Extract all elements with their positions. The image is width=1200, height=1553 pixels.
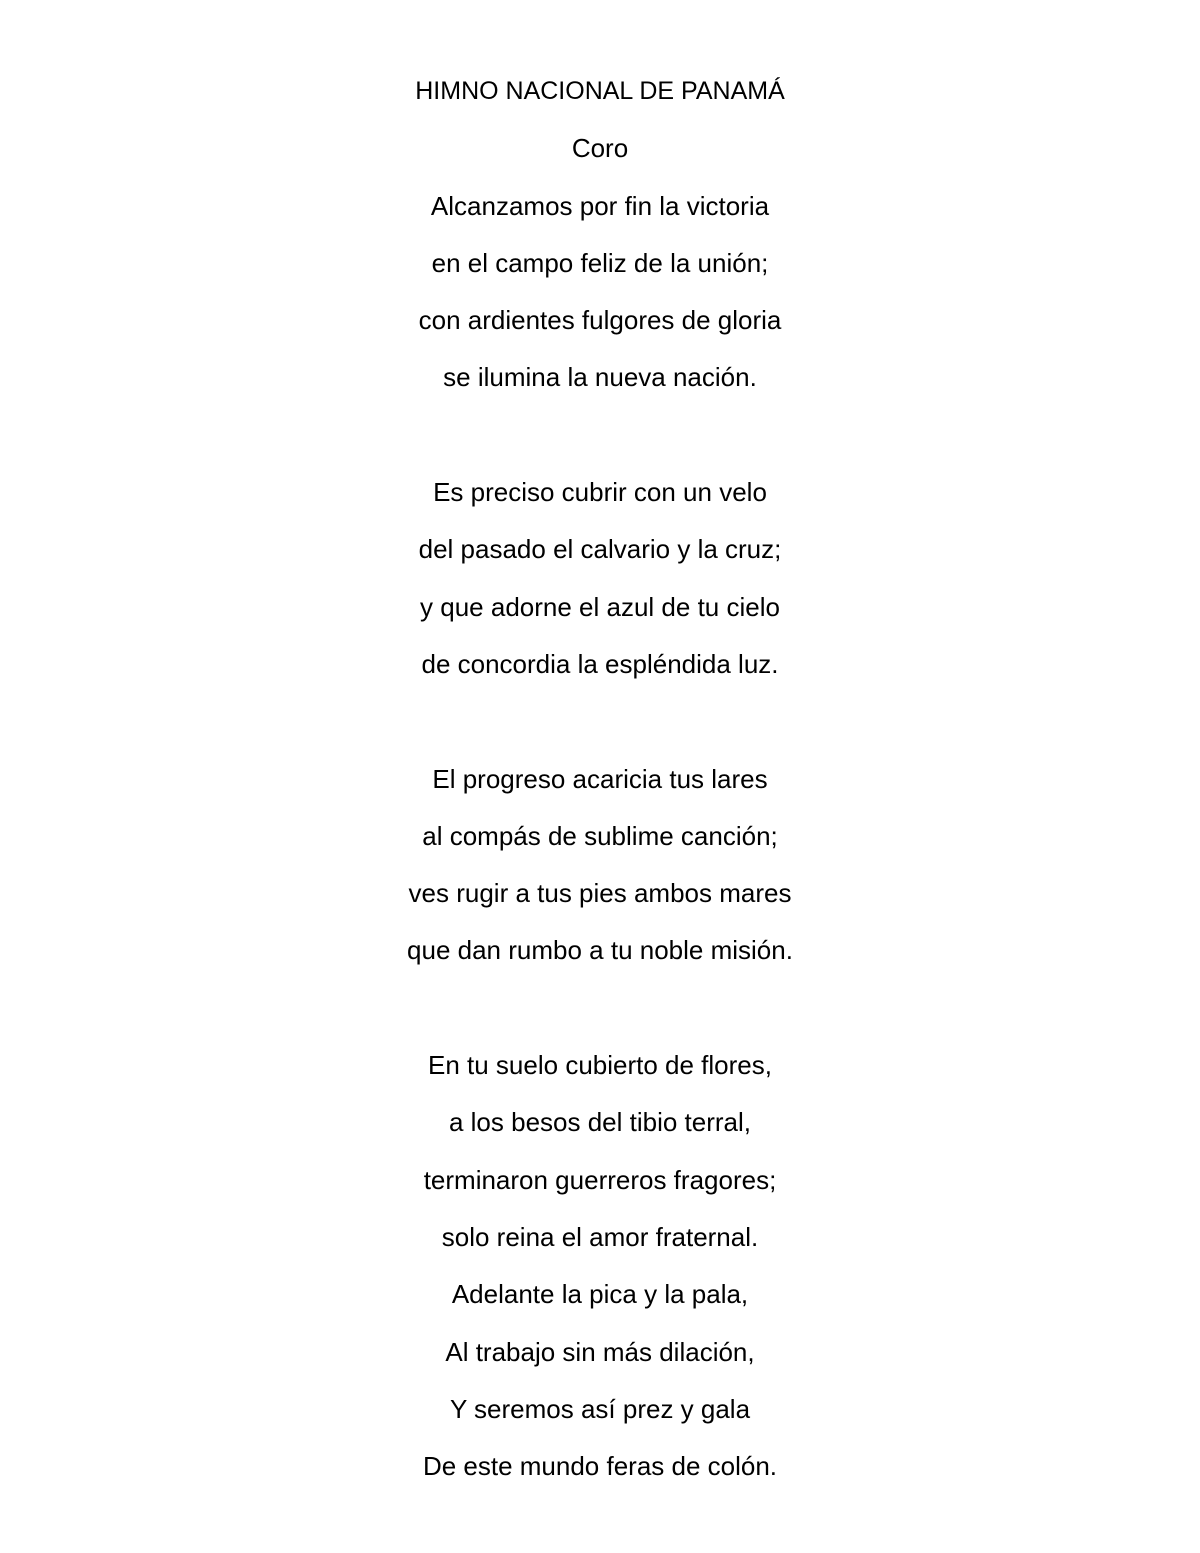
verse-line: al compás de sublime canción; <box>422 820 778 851</box>
stanza-1 <box>0 184 1200 413</box>
verse-line: que dan rumbo a tu noble misión. <box>407 935 793 966</box>
verse-line: de concordia la espléndida luz. <box>421 648 779 679</box>
verse-line: Y seremos así prez y gala <box>449 1393 751 1424</box>
verse-line: De este mundo feras de colón. <box>422 1451 778 1482</box>
verse-line: terminaron guerreros fragores; <box>423 1164 777 1195</box>
verse-line: y que adorne el azul de tu cielo <box>420 591 780 622</box>
verse-line: ves rugir a tus pies ambos mares <box>408 878 792 909</box>
verse-line: solo reina el amor fraternal. <box>441 1221 759 1252</box>
document-title: HIMNO NACIONAL DE PANAMÁ <box>415 77 785 105</box>
stanza-2 <box>0 470 1200 699</box>
verse-line: Alcanzamos por fin la victoria <box>430 190 770 221</box>
verse-line: Adelante la pica y la pala, <box>451 1279 749 1310</box>
verse-line: Es preciso cubrir con un velo <box>433 477 767 508</box>
verse-line: En tu suelo cubierto de flores, <box>428 1050 772 1081</box>
stanza-4 <box>0 1043 1200 1501</box>
verse-line: del pasado el calvario y la cruz; <box>418 534 782 565</box>
verse-line: a los besos del tibio terral, <box>448 1107 752 1138</box>
verse-line: El progreso acaricia tus lares <box>432 763 768 794</box>
verse-line: con ardientes fulgores de gloria <box>418 305 782 336</box>
stanza-3 <box>0 757 1200 986</box>
verse-line: se ilumina la nueva nación. <box>443 362 757 393</box>
verse-line: Al trabajo sin más dilación, <box>445 1336 755 1367</box>
stanza-gap <box>0 413 1200 470</box>
stanza-gap <box>0 986 1200 1043</box>
chorus-heading: Coro <box>571 133 629 164</box>
stanza-gap <box>0 699 1200 756</box>
verse-line: en el campo feliz de la unión; <box>431 247 769 278</box>
anthem-text <box>0 69 1200 1501</box>
